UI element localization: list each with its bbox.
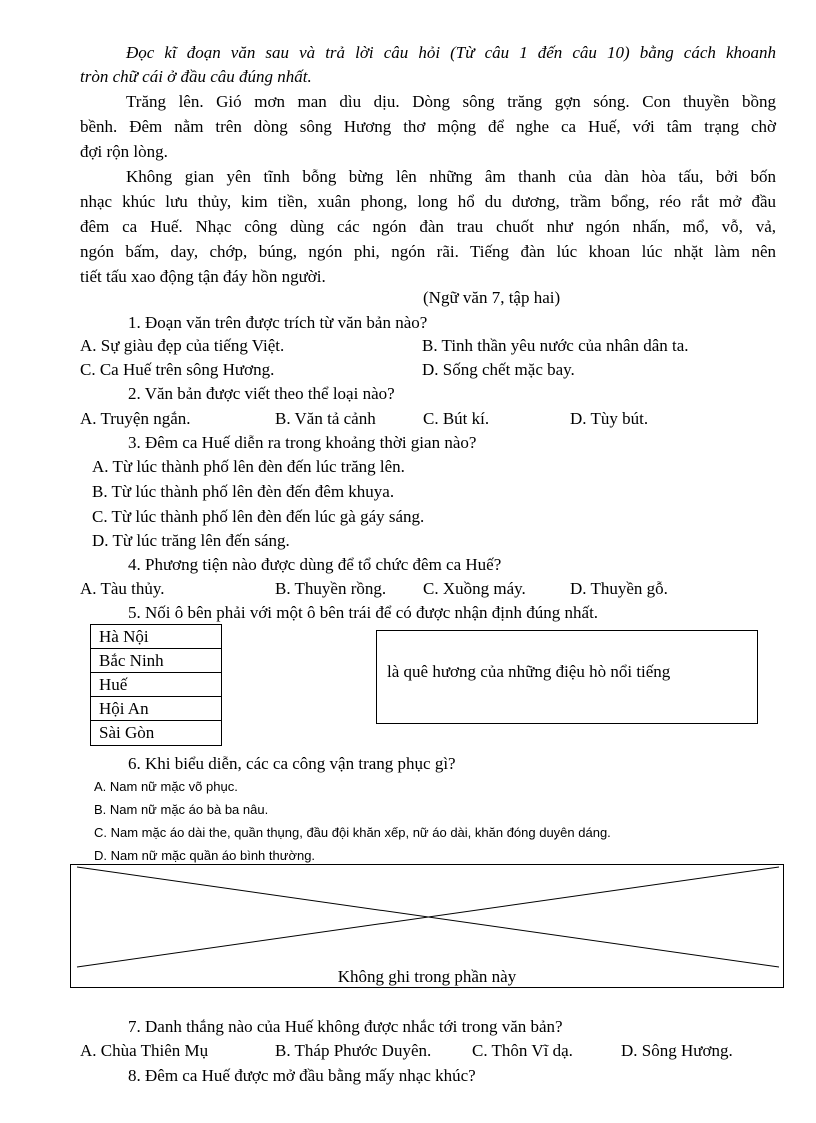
q2-question: 2. Văn bản được viết theo thể loại nào? (128, 384, 395, 403)
q4-option-b[interactable]: B. Thuyền rồng. (275, 579, 387, 598)
q7-option-c[interactable]: C. Thôn Vĩ dạ. (472, 1041, 573, 1060)
place-item[interactable]: Hội An (91, 697, 221, 721)
q3-option-d[interactable]: D. Từ lúc trăng lên đến sáng. (92, 531, 290, 550)
q2-option-c[interactable]: C. Bút kí. (423, 409, 490, 428)
q1-option-d[interactable]: D. Sống chết mặc bay. (422, 360, 575, 379)
q6-option-c[interactable]: C. Nam mặc áo dài the, quần thụng, đầu đội khăn xếp, nữ áo dài, khăn đóng duyên dáng. (94, 825, 611, 840)
q6-option-b[interactable]: B. Nam nữ mặc áo bà ba nâu. (94, 802, 269, 817)
statement-text: là quê hương của những điệu hò nổi tiếng (387, 662, 671, 681)
statement-box[interactable] (376, 630, 758, 724)
passage-p1-line-3: đợi rộn lòng. (80, 142, 168, 161)
passage-p1-line-1: Trăng lên. Gió mơn man dìu dịu. Dòng sông trăng gợn sóng. Con thuyền bồng (126, 92, 776, 111)
passage-source: (Ngữ văn 7, tập hai) (423, 288, 561, 307)
q8-question: 8. Đêm ca Huế được mở đầu bằng mấy nhạc khúc? (128, 1066, 476, 1085)
q7-option-d[interactable]: D. Sông Hương. (621, 1041, 733, 1060)
q3-question: 3. Đêm ca Huế diễn ra trong khoảng thời gian nào? (128, 433, 477, 452)
q1-option-a[interactable]: A. Sự giàu đẹp của tiếng Việt. (80, 336, 285, 355)
q4-option-a[interactable]: A. Tàu thủy. (80, 579, 165, 598)
q3-option-c[interactable]: C. Từ lúc thành phố lên đèn đến lúc gà gáy sáng. (92, 507, 425, 526)
passage-p2-line-4: ngón bấm, day, chớp, búng, ngón phi, ngón rãi. Tiếng đàn lúc khoan lúc nhặt làm nên (80, 242, 776, 261)
q7-question: 7. Danh thắng nào của Huế không được nhắc tới trong văn bản? (128, 1017, 563, 1036)
q3-option-a[interactable]: A. Từ lúc thành phố lên đèn đến lúc trăng lên. (92, 457, 405, 476)
q7-option-b[interactable]: B. Tháp Phước Duyên. (275, 1041, 432, 1060)
q1-option-c[interactable]: C. Ca Huế trên sông Hương. (80, 360, 275, 379)
place-item[interactable]: Bắc Ninh (91, 649, 221, 673)
instruction-line-1: Đọc kĩ đoạn văn sau và trả lời câu hỏi (Từ câu 1 đến câu 10) bằng cách khoanh (126, 43, 776, 62)
q1-question: 1. Đoạn văn trên được trích từ văn bản nào? (128, 313, 428, 332)
q6-option-d[interactable]: D. Nam nữ mặc quần áo bình thường. (94, 848, 316, 863)
q2-option-b[interactable]: B. Văn tả cảnh (275, 409, 376, 428)
q5-question: 5. Nối ô bên phải với một ô bên trái để có được nhận định đúng nhất. (128, 603, 599, 622)
q2-option-d[interactable]: D. Tùy bút. (570, 409, 649, 428)
passage-p2-line-5: tiết tấu xao động tận đáy hồn người. (80, 267, 326, 286)
q6-question: 6. Khi biểu diễn, các ca công vận trang phục gì? (128, 754, 456, 773)
q6-option-a[interactable]: A. Nam nữ mặc võ phục. (94, 779, 238, 794)
passage-p2-line-3: đêm ca Huế. Nhạc công dùng các ngón đàn trau chuốt như ngón nhấn, mổ, vỗ, vả, (80, 217, 776, 236)
passage-p2-line-2: nhạc khúc lưu thủy, kim tiền, xuân phong, long hổ du dương, trầm bổng, réo rắt mở đầu (80, 192, 776, 211)
q1-option-b[interactable]: B. Tinh thần yêu nước của nhân dân ta. (422, 336, 689, 355)
place-list (90, 624, 222, 746)
place-item[interactable]: Huế (91, 673, 221, 697)
q2-option-a[interactable]: A. Truyện ngắn. (80, 409, 191, 428)
passage-p1-line-2: bềnh. Đêm nằm trên dòng sông Hương thơ mộng để nghe ca Huế, với tâm trạng chờ (80, 117, 776, 136)
q4-option-c[interactable]: C. Xuồng máy. (423, 579, 526, 598)
place-item[interactable]: Hà Nội (91, 625, 221, 649)
do-not-write-box (70, 864, 784, 988)
q4-question: 4. Phương tiện nào được dùng để tổ chức đêm ca Huế? (128, 555, 502, 574)
q4-option-d[interactable]: D. Thuyền gỗ. (570, 579, 668, 598)
q7-option-a[interactable]: A. Chùa Thiên Mụ (80, 1041, 209, 1060)
passage-p2-line-1: Không gian yên tĩnh bỗng bừng lên những âm thanh của dàn hòa tấu, bởi bốn (126, 167, 776, 186)
q3-option-b[interactable]: B. Từ lúc thành phố lên đèn đến đêm khuya. (92, 482, 395, 501)
do-not-write-label: Không ghi trong phần này (337, 967, 517, 986)
instruction-line-2: tròn chữ cái ở đầu câu đúng nhất. (80, 67, 312, 86)
place-item[interactable]: Sài Gòn (99, 723, 155, 742)
